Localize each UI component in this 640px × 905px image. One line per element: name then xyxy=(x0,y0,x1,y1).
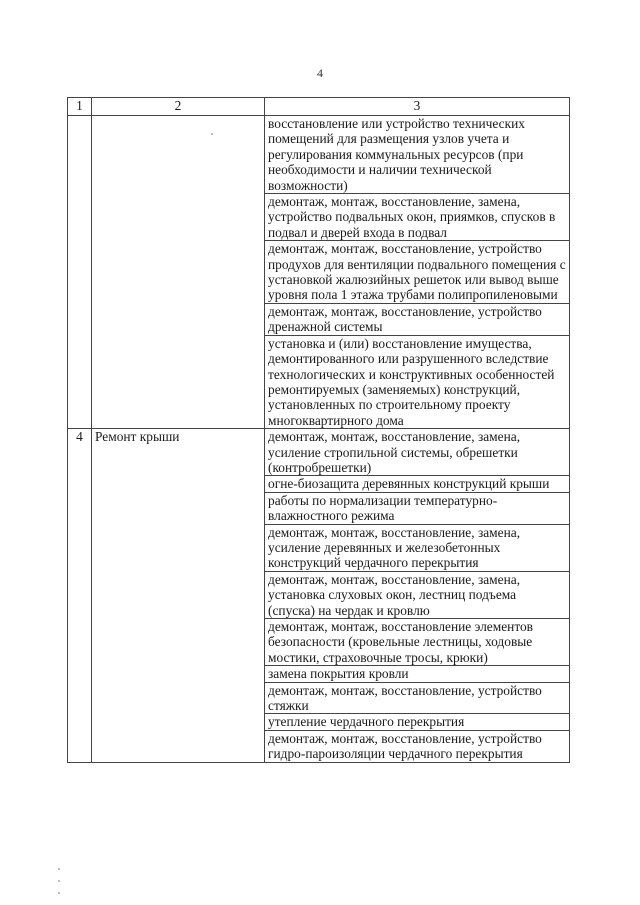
work-item-cell: демонтаж, монтаж, восстановление, замена, установка слуховых окон, лестниц подъема (спуска) на чердак и кровлю xyxy=(265,571,570,618)
table-row xyxy=(68,429,570,476)
work-item-cell: демонтаж, монтаж, восстановление, устройство стяжки xyxy=(265,682,570,714)
work-item-cell: демонтаж, монтаж, восстановление, замена, устройство подвальных окон, приямков, спусков в подвал и дверей входа в подвал xyxy=(265,194,570,241)
column-header-2: 2 xyxy=(92,98,265,116)
scan-speck xyxy=(58,868,60,870)
column-header-1: 1 xyxy=(68,98,92,116)
works-table xyxy=(67,97,570,763)
work-item-cell: огне-биозащита деревянных конструкций крыши xyxy=(265,476,570,492)
work-item-cell: демонтаж, монтаж, восстановление элементов безопасности (кровельные лестницы, ходовые мостики, страховочные тросы, крюки) xyxy=(265,619,570,666)
continuation-number-cell xyxy=(68,116,92,429)
section-number-cell: 4 xyxy=(68,429,92,763)
work-item-cell: установка и (или) восстановление имущества, демонтированного или разрушенного вследствие технологических и конструктивных особенностей ремонтируемых (заменяемых) конструкций, установленных по строительному проекту многоквартирного дома xyxy=(265,335,570,428)
work-item-cell: демонтаж, монтаж, восстановление, замена, усиление стропильной системы, обрешетки (контробрешетки) xyxy=(265,429,570,476)
work-item-cell: работы по нормализации температурно-влажностного режима xyxy=(265,492,570,524)
table-header-row xyxy=(68,98,570,116)
section-title-cell: Ремонт крыши xyxy=(92,429,265,763)
work-item-cell: замена покрытия кровли xyxy=(265,666,570,682)
work-item-cell: демонтаж, монтаж, восстановление, устройство дренажной системы xyxy=(265,303,570,335)
work-item-cell: восстановление или устройство технических помещений для размещения узлов учета и регулирования коммунальных ресурсов (при необходимости и наличии технической возможности) xyxy=(265,116,570,194)
scan-speck xyxy=(58,880,60,882)
work-item-cell: демонтаж, монтаж, восстановление, замена, усиление деревянных и железобетонных конструкций чердачного перекрытия xyxy=(265,524,570,571)
column-header-3: 3 xyxy=(265,98,570,116)
scan-speck xyxy=(58,892,60,894)
work-item-cell: утепление чердачного перекрытия xyxy=(265,714,570,730)
page-number: 4 xyxy=(317,66,323,80)
continuation-title-cell xyxy=(92,116,265,429)
work-item-cell: демонтаж, монтаж, восстановление, устройство гидро-пароизоляции чердачного перекрытия xyxy=(265,730,570,762)
scan-speck xyxy=(211,133,213,135)
table-row xyxy=(68,116,570,194)
work-item-cell: демонтаж, монтаж, восстановление, устройство продухов для вентиляции подвального помещения с установкой жалюзийных решеток или вывод выше уровня пола 1 этажа трубами полипропиленовыми xyxy=(265,241,570,304)
